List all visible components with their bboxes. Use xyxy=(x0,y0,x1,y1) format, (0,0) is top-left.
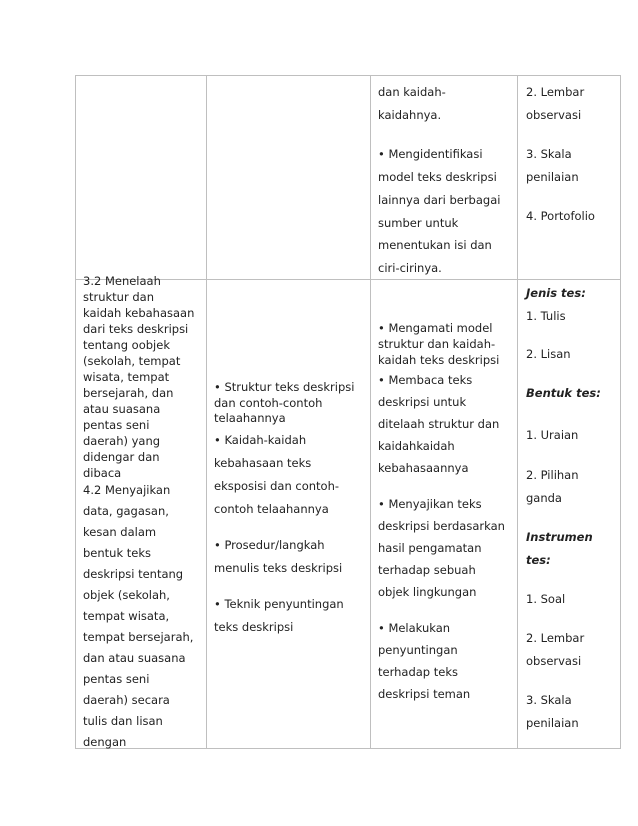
text-line: observasi xyxy=(526,654,582,668)
text-line: 2. Lembar xyxy=(526,631,585,645)
text-line: kesan dalam xyxy=(83,525,157,539)
text-line: teks deskripsi xyxy=(214,620,294,634)
text-line: contoh telaahannya xyxy=(214,502,329,516)
text-line: tentang oobjek xyxy=(83,338,170,352)
text-line: (sekolah, tempat xyxy=(83,354,181,368)
text-line: ciri-cirinya. xyxy=(378,261,442,275)
text-line: 4. Portofolio xyxy=(526,209,595,223)
text-line: dan kaidah- xyxy=(378,85,446,99)
row1-learning-activities-cell xyxy=(378,76,513,279)
text-line: bentuk teks xyxy=(83,546,152,560)
text-line: • Melakukan xyxy=(378,621,451,635)
text-line: 2. Lembar xyxy=(526,85,585,99)
text-line: terhadap teks xyxy=(378,665,458,679)
text-line: dan atau suasana xyxy=(83,651,186,665)
text-line: kaidahkaidah xyxy=(378,439,455,453)
text-line: ditelaah struktur dan xyxy=(378,417,500,431)
row2-learning-activities-cell xyxy=(378,280,514,748)
row2-material-cell xyxy=(214,280,368,748)
text-line: observasi xyxy=(526,108,582,122)
text-line: lainnya dari berbagai xyxy=(378,193,501,207)
text-line: kaidah teks deskripsi xyxy=(378,353,500,367)
text-line: • Teknik penyuntingan xyxy=(214,597,344,611)
assessment-type-heading: Jenis tes: xyxy=(526,286,586,300)
text-line: penyuntingan xyxy=(378,643,458,657)
text-line: dan contoh-contoh xyxy=(214,396,323,410)
text-line: menulis teks deskripsi xyxy=(214,561,343,575)
text-line: deskripsi berdasarkan xyxy=(378,519,505,533)
text-line: eksposisi dan contoh- xyxy=(214,479,340,493)
assessment-form-heading: Bentuk tes: xyxy=(526,386,601,400)
instrument-heading: Instrumen xyxy=(526,530,593,544)
text-line: 4.2 Menyajikan xyxy=(83,483,171,497)
rpp-table xyxy=(75,75,621,749)
row1-assessment-cell xyxy=(526,76,618,279)
text-line: didengar dan xyxy=(83,450,160,464)
text-line: 1. Uraian xyxy=(526,428,579,442)
text-line: kaidah kebahasaan xyxy=(83,306,195,320)
text-line: kebahasaan teks xyxy=(214,456,312,470)
text-line: penilaian xyxy=(526,716,579,730)
text-line: pentas seni xyxy=(83,418,150,432)
text-line: • Kaidah-kaidah xyxy=(214,433,307,447)
row2-assessment-cell xyxy=(526,280,618,748)
text-line: 1. Soal xyxy=(526,592,566,606)
text-line: daerah) secara xyxy=(83,693,170,707)
text-line: ganda xyxy=(526,491,562,505)
text-line: wisata, tempat xyxy=(83,370,170,384)
text-line: model teks deskripsi xyxy=(378,170,497,184)
text-line: dibaca xyxy=(83,466,122,480)
text-line: kebahasaannya xyxy=(378,461,469,475)
text-line: dengan xyxy=(83,735,127,749)
text-line: 2. Pilihan xyxy=(526,468,579,482)
text-line: 3. Skala xyxy=(526,147,572,161)
text-line: menentukan isi dan xyxy=(378,238,492,252)
column-divider xyxy=(370,76,371,748)
text-line: • Mengidentifikasi xyxy=(378,147,483,161)
text-line: data, gagasan, xyxy=(83,504,169,518)
text-line: struktur dan kaidah- xyxy=(378,337,496,351)
text-line: • Mengamati model xyxy=(378,321,493,335)
text-line: daerah) yang xyxy=(83,434,161,448)
row2-competency-cell xyxy=(83,274,205,749)
text-line: • Struktur teks deskripsi xyxy=(214,380,355,394)
text-line: struktur dan xyxy=(83,290,154,304)
column-divider xyxy=(517,76,518,748)
text-line: tempat wisata, xyxy=(83,609,170,623)
text-line: sumber untuk xyxy=(378,216,459,230)
instrument-heading: tes: xyxy=(526,553,551,567)
text-line: 3. Skala xyxy=(526,693,572,707)
text-line: telaahannya xyxy=(214,411,286,425)
text-line: penilaian xyxy=(526,170,579,184)
text-line: hasil pengamatan xyxy=(378,541,482,555)
text-line: dari teks deskripsi xyxy=(83,322,189,336)
text-line: 3.2 Menelaah xyxy=(83,274,161,288)
text-line: • Menyajikan teks xyxy=(378,497,482,511)
text-line: • Membaca teks xyxy=(378,373,473,387)
text-line: • Prosedur/langkah xyxy=(214,538,325,552)
column-divider xyxy=(206,76,207,748)
text-line: 2. Lisan xyxy=(526,347,571,361)
text-line: atau suasana xyxy=(83,402,161,416)
text-line: deskripsi tentang xyxy=(83,567,184,581)
text-line: terhadap sebuah xyxy=(378,563,476,577)
text-line: deskripsi teman xyxy=(378,687,471,701)
text-line: tulis dan lisan xyxy=(83,714,163,728)
text-line: objek (sekolah, xyxy=(83,588,170,602)
text-line: deskripsi untuk xyxy=(378,395,467,409)
text-line: 1. Tulis xyxy=(526,309,566,323)
text-line: kaidahnya. xyxy=(378,108,442,122)
text-line: pentas seni xyxy=(83,672,150,686)
text-line: bersejarah, dan xyxy=(83,386,174,400)
text-line: objek lingkungan xyxy=(378,585,477,599)
text-line: tempat bersejarah, xyxy=(83,630,194,644)
